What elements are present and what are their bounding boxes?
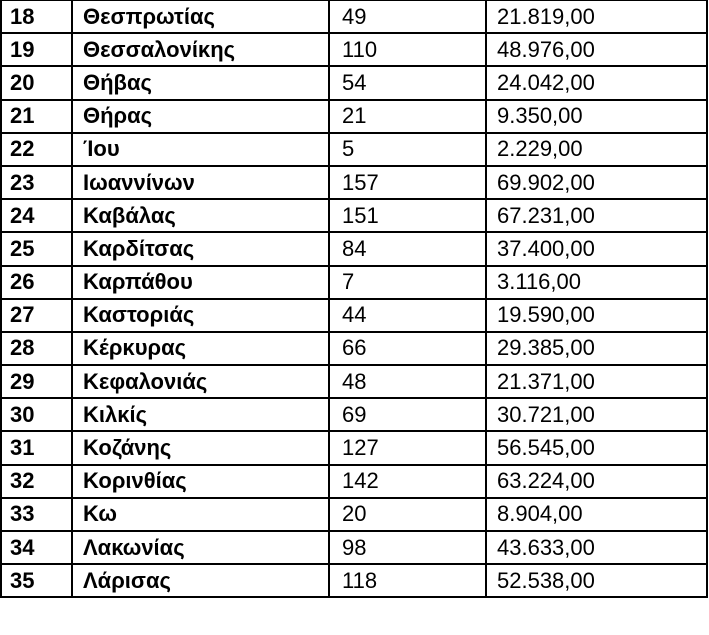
table-row	[1, 465, 707, 498]
row-number-cell: 27	[1, 299, 72, 332]
row-number-cell: 26	[1, 266, 72, 299]
table-row	[1, 332, 707, 365]
row-number-cell: 22	[1, 133, 72, 166]
table-row	[1, 531, 707, 564]
row-number-cell: 35	[1, 564, 72, 597]
amount-cell: 52.538,00	[486, 564, 707, 597]
amount-cell: 37.400,00	[486, 232, 707, 265]
prefecture-name-cell: Κοζάνης	[72, 431, 329, 464]
table-row	[1, 166, 707, 199]
amount-cell: 21.371,00	[486, 365, 707, 398]
amount-cell: 9.350,00	[486, 100, 707, 133]
amount-cell: 19.590,00	[486, 299, 707, 332]
row-number-cell: 25	[1, 232, 72, 265]
table-row	[1, 365, 707, 398]
table-row	[1, 133, 707, 166]
amount-cell: 8.904,00	[486, 498, 707, 531]
row-number-cell: 29	[1, 365, 72, 398]
count-cell: 142	[329, 465, 486, 498]
amount-cell: 2.229,00	[486, 133, 707, 166]
prefecture-name-cell: Καστοριάς	[72, 299, 329, 332]
count-cell: 54	[329, 66, 486, 99]
prefecture-name-cell: Κω	[72, 498, 329, 531]
count-cell: 5	[329, 133, 486, 166]
row-number-cell: 24	[1, 199, 72, 232]
row-number-cell: 20	[1, 66, 72, 99]
count-cell: 69	[329, 398, 486, 431]
prefecture-name-cell: Καρπάθου	[72, 266, 329, 299]
row-number-cell: 23	[1, 166, 72, 199]
count-cell: 48	[329, 365, 486, 398]
table-row	[1, 299, 707, 332]
table-body	[1, 1, 707, 598]
row-number-cell: 34	[1, 531, 72, 564]
amount-cell: 29.385,00	[486, 332, 707, 365]
count-cell: 157	[329, 166, 486, 199]
prefecture-name-cell: Θήρας	[72, 100, 329, 133]
count-cell: 110	[329, 33, 486, 66]
table-row	[1, 398, 707, 431]
count-cell: 127	[329, 431, 486, 464]
row-number-cell: 21	[1, 100, 72, 133]
amount-cell: 43.633,00	[486, 531, 707, 564]
amount-cell: 63.224,00	[486, 465, 707, 498]
prefecture-name-cell: Κεφαλονιάς	[72, 365, 329, 398]
amount-cell: 3.116,00	[486, 266, 707, 299]
table-row	[1, 266, 707, 299]
count-cell: 151	[329, 199, 486, 232]
row-number-cell: 18	[1, 1, 72, 34]
table-row	[1, 33, 707, 66]
table-row	[1, 100, 707, 133]
row-number-cell: 30	[1, 398, 72, 431]
prefecture-name-cell: Λάρισας	[72, 564, 329, 597]
amount-cell: 24.042,00	[486, 66, 707, 99]
count-cell: 49	[329, 1, 486, 34]
count-cell: 20	[329, 498, 486, 531]
count-cell: 118	[329, 564, 486, 597]
prefecture-name-cell: Λακωνίας	[72, 531, 329, 564]
count-cell: 66	[329, 332, 486, 365]
prefecture-name-cell: Θήβας	[72, 66, 329, 99]
table-row	[1, 66, 707, 99]
amount-cell: 30.721,00	[486, 398, 707, 431]
count-cell: 84	[329, 232, 486, 265]
table-row	[1, 431, 707, 464]
row-number-cell: 28	[1, 332, 72, 365]
amount-cell: 48.976,00	[486, 33, 707, 66]
table-row	[1, 232, 707, 265]
amount-cell: 21.819,00	[486, 1, 707, 34]
prefecture-name-cell: Κορινθίας	[72, 465, 329, 498]
count-cell: 7	[329, 266, 486, 299]
prefecture-name-cell: Καρδίτσας	[72, 232, 329, 265]
count-cell: 44	[329, 299, 486, 332]
prefecture-name-cell: Κιλκίς	[72, 398, 329, 431]
row-number-cell: 31	[1, 431, 72, 464]
count-cell: 98	[329, 531, 486, 564]
count-cell: 21	[329, 100, 486, 133]
prefecture-name-cell: Κέρκυρας	[72, 332, 329, 365]
prefecture-name-cell: Ίου	[72, 133, 329, 166]
row-number-cell: 33	[1, 498, 72, 531]
table-row	[1, 1, 707, 34]
row-number-cell: 32	[1, 465, 72, 498]
prefecture-name-cell: Καβάλας	[72, 199, 329, 232]
amount-cell: 56.545,00	[486, 431, 707, 464]
table-row	[1, 564, 707, 597]
table-row	[1, 199, 707, 232]
prefecture-name-cell: Θεσπρωτίας	[72, 1, 329, 34]
amount-cell: 69.902,00	[486, 166, 707, 199]
row-number-cell: 19	[1, 33, 72, 66]
prefecture-name-cell: Θεσσαλονίκης	[72, 33, 329, 66]
table-row	[1, 498, 707, 531]
amount-cell: 67.231,00	[486, 199, 707, 232]
prefecture-name-cell: Ιωαννίνων	[72, 166, 329, 199]
